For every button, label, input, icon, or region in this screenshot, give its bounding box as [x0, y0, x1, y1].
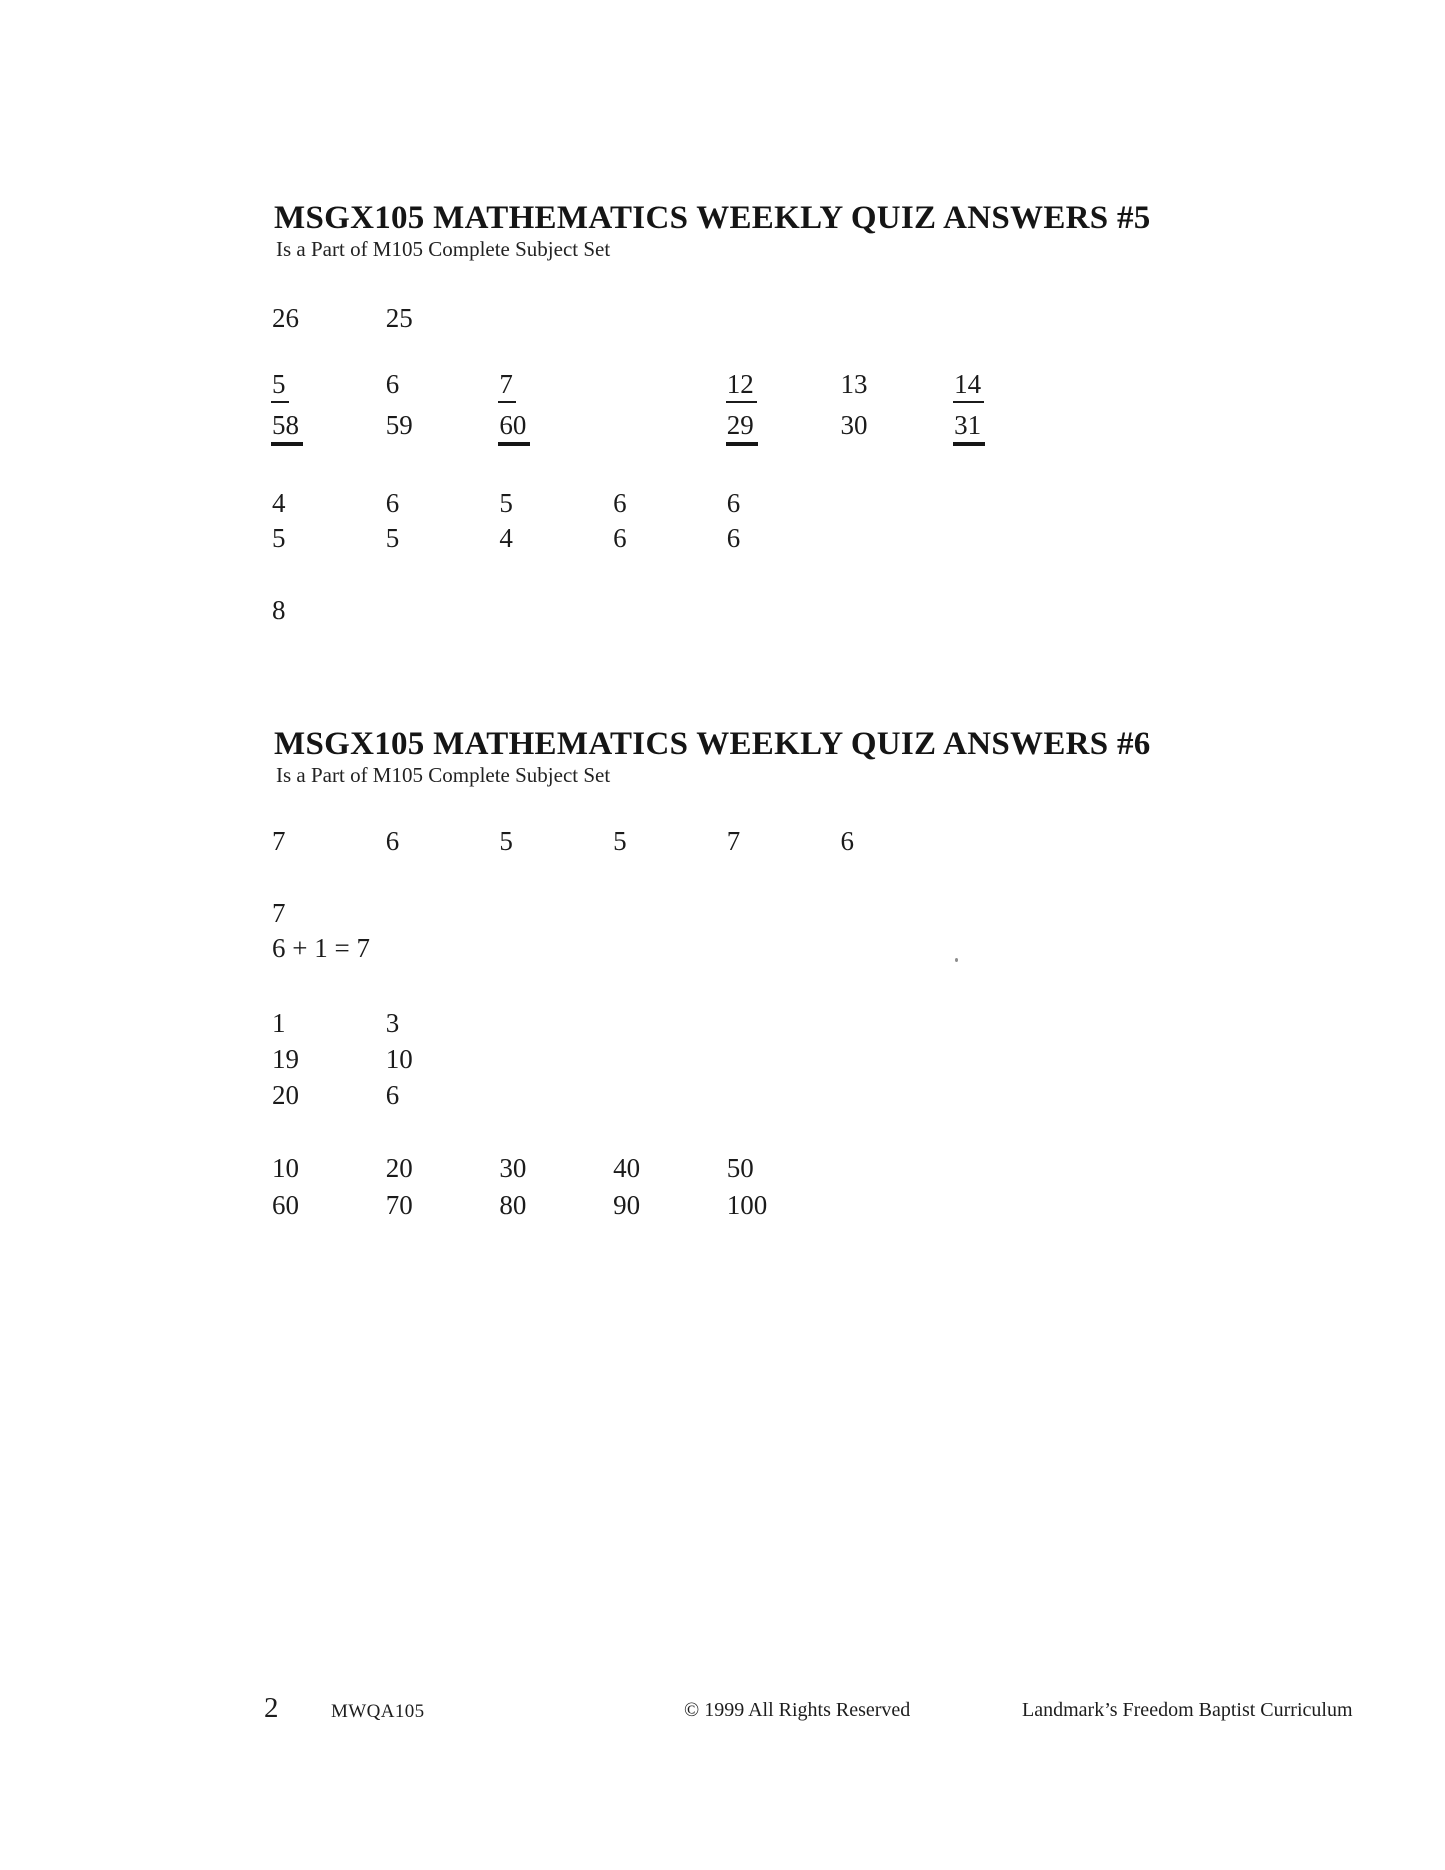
answer-cell: 6 — [385, 826, 400, 856]
quiz6-answer-row-1 — [272, 826, 1068, 857]
footer-publisher: Landmark’s Freedom Baptist Curriculum — [1022, 1699, 1353, 1721]
answer-cell: 40 — [613, 1153, 641, 1183]
answer-cell: 1 — [272, 1008, 286, 1038]
answer-cell: 5 — [499, 488, 513, 518]
answer-equation: 6 + 1 = 7 — [272, 933, 370, 963]
answer-cell: 5 — [613, 826, 627, 856]
quiz5-answer-row-5 — [272, 523, 1068, 554]
answer-cell-underlined: 14 — [953, 369, 984, 403]
quiz6-subtitle: Is a Part of M105 Complete Subject Set — [276, 763, 611, 787]
answer-cell: 90 — [613, 1190, 641, 1220]
answer-cell: 59 — [385, 410, 413, 440]
quiz6-answer-row-8 — [272, 1190, 1068, 1221]
quiz5-answer-row-4 — [272, 488, 1068, 519]
answer-cell: 30 — [499, 1153, 527, 1183]
footer-copyright: © 1999 All Rights Reserved — [684, 1699, 911, 1721]
scan-speck — [955, 958, 958, 962]
answer-cell: 100 — [726, 1190, 768, 1220]
answer-cell: 7 — [726, 826, 741, 856]
answer-cell-underlined: 7 — [498, 369, 516, 403]
answer-cell: 6 — [385, 1080, 400, 1110]
answer-cell-underlined: 31 — [953, 410, 985, 446]
answer-cell: 4 — [272, 488, 286, 518]
answer-cell: 19 — [272, 1044, 299, 1074]
quiz5-answer-row-6 — [272, 595, 1068, 626]
answer-cell: 6 — [726, 488, 741, 518]
quiz6-answer-row-5 — [272, 1044, 1068, 1075]
answer-cell: 6 — [726, 523, 741, 553]
quiz5-answer-row-3 — [272, 410, 1068, 446]
answer-cell-underlined: 29 — [726, 410, 758, 446]
answer-cell: 70 — [385, 1190, 413, 1220]
answer-cell: 80 — [499, 1190, 527, 1220]
quiz6-answer-row-7 — [272, 1153, 1068, 1184]
footer-doc-code: MWQA105 — [331, 1701, 425, 1722]
page-number: 2 — [264, 1692, 279, 1724]
answer-cell: 60 — [272, 1190, 299, 1220]
answer-cell: 10 — [385, 1044, 413, 1074]
answer-cell: 20 — [385, 1153, 413, 1183]
answer-cell: 3 — [385, 1008, 400, 1038]
quiz6-title: MSGX105 MATHEMATICS WEEKLY QUIZ ANSWERS #6 — [274, 726, 1151, 762]
answer-cell: 5 — [385, 523, 400, 553]
answer-cell-underlined: 58 — [271, 410, 303, 446]
quiz5-subtitle: Is a Part of M105 Complete Subject Set — [276, 237, 611, 261]
answer-cell: 7 — [272, 826, 286, 856]
quiz6-answer-row-3 — [272, 933, 1068, 964]
quiz6-answer-row-2 — [272, 898, 1068, 929]
answer-cell: 8 — [272, 595, 286, 625]
answer-cell: 6 — [613, 488, 627, 518]
quiz5-title: MSGX105 MATHEMATICS WEEKLY QUIZ ANSWERS #5 — [274, 200, 1151, 236]
answer-cell: 5 — [272, 523, 286, 553]
answer-cell: 6 — [385, 488, 400, 518]
answer-cell: 6 — [385, 369, 400, 399]
quiz5-answer-row-1 — [272, 303, 1068, 334]
answer-cell: 30 — [840, 410, 868, 440]
answer-cell: 20 — [272, 1080, 299, 1110]
answer-cell-underlined: 60 — [498, 410, 530, 446]
quiz5-answer-row-2 — [272, 369, 1068, 403]
answer-cell: 50 — [726, 1153, 754, 1183]
answer-cell: 7 — [272, 898, 286, 928]
answer-cell: 13 — [840, 369, 868, 399]
answer-cell: 5 — [499, 826, 513, 856]
answer-cell-underlined: 5 — [271, 369, 289, 403]
answer-cell: 10 — [272, 1153, 299, 1183]
answer-cell-underlined: 12 — [726, 369, 757, 403]
answer-cell: 6 — [840, 826, 854, 856]
answer-cell: 25 — [385, 303, 413, 333]
quiz6-answer-row-4 — [272, 1008, 1068, 1039]
answer-cell: 4 — [499, 523, 513, 553]
quiz6-answer-row-6 — [272, 1080, 1068, 1111]
answer-cell: 6 — [613, 523, 627, 553]
answer-cell: 26 — [272, 303, 299, 333]
